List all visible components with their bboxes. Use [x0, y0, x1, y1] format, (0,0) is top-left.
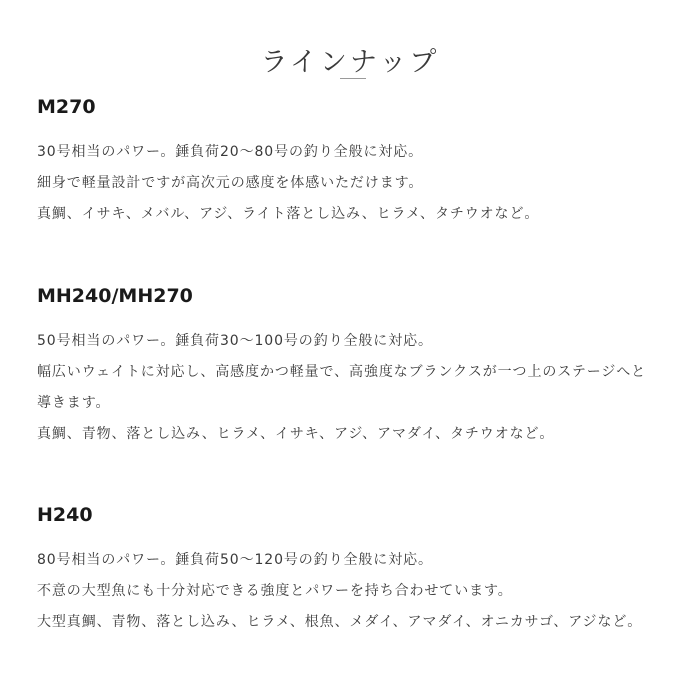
model-description [37, 326, 687, 450]
model-name: MH240/MH270 [37, 285, 193, 307]
lineup-section-h240 [37, 503, 687, 638]
page-title: ラインナップ [260, 47, 440, 79]
title-divider [340, 78, 366, 79]
lineup-section-mh240-mh270 [37, 284, 687, 450]
description-line: 80号相当のパワー。錘負荷50～120号の釣り全般に対応。 [37, 552, 433, 568]
description-line: 50号相当のパワー。錘負荷30～100号の釣り全般に対応。 [37, 333, 433, 349]
lineup-section-m270 [37, 95, 687, 230]
description-line: 30号相当のパワー。錘負荷20～80号の釣り全般に対応。 [37, 144, 424, 160]
model-description [37, 137, 687, 230]
description-line: 幅広いウェイトに対応し、高感度かつ軽量で、高強度なブランクスが一つ上のステージへと [37, 364, 647, 380]
model-name: H240 [37, 504, 93, 526]
description-line: 不意の大型魚にも十分対応できる強度とパワーを持ち合わせています。 [37, 583, 513, 599]
description-line: 導きます。 [37, 395, 111, 411]
target-fish-line: 真鯛、イサキ、メバル、アジ、ライト落とし込み、ヒラメ、タチウオなど。 [37, 206, 540, 222]
model-description [37, 545, 687, 638]
target-fish-line: 大型真鯛、青物、落とし込み、ヒラメ、根魚、メダイ、アマダイ、オニカサゴ、アジなど。 [37, 614, 643, 630]
target-fish-line: 真鯛、青物、落とし込み、ヒラメ、イサキ、アジ、アマダイ、タチウオなど。 [37, 426, 555, 442]
description-line: 細身で軽量設計ですが高次元の感度を体感いただけます。 [37, 175, 424, 191]
model-name: M270 [37, 96, 96, 118]
